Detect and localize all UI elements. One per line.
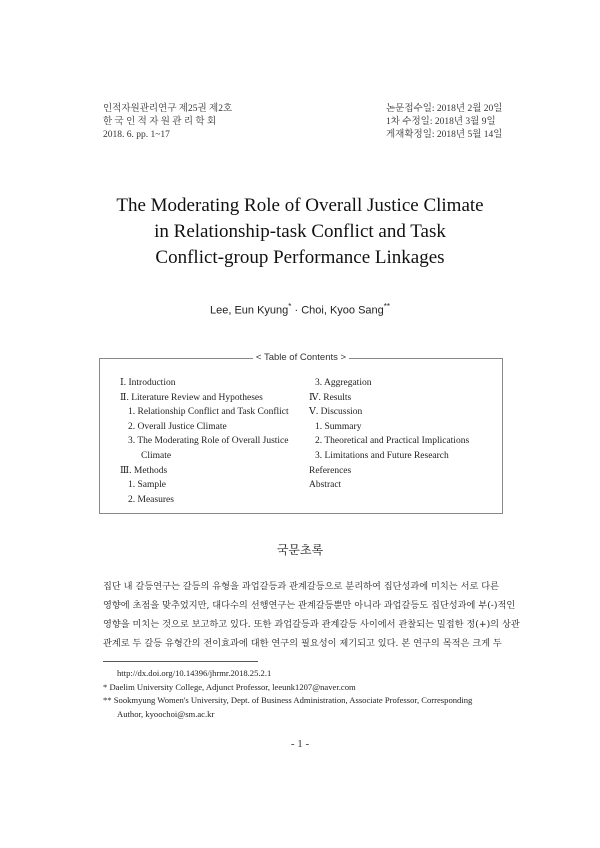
toc-item: Ⅱ. Literature Review and Hypotheses [120,392,263,403]
abstract-line: 영향에 초점을 맞추었지만, 대다수의 선행연구는 관계갈등뿐만 아니라 과업갈등도 집단성과에 부(-)적인 [103,600,516,611]
footnote-2: ** Sookmyung Women's University, Dept. of Business Administration, Associate Professor, Corresponding [103,695,473,705]
toc-item: 1. Summary [315,421,362,432]
issue-pages: 2018. 6. pp. 1~17 [103,130,170,140]
footnote-1: * Daelim University College, Adjunct Professor, leeunk1207@naver.com [103,681,356,692]
toc-item: Ⅰ. Introduction [120,378,176,388]
footnote-2-cont: Author, kyoochoi@sm.ac.kr [117,708,215,719]
title-line: The Moderating Role of Overall Justice Climate [116,195,484,216]
submission-dates [386,103,502,142]
journal-name: 인적자원관리연구 제25권 제2호 [103,104,233,114]
accepted-date: 게재확정일: 2018년 5월 14일 [386,130,503,140]
toc-item: Ⅲ. Methods [120,465,168,476]
table-of-contents [99,352,503,514]
toc-item: 1. Relationship Conflict and Task Conflict [128,407,289,418]
toc-item: 2. Measures [128,494,174,505]
toc-item: References [309,465,352,476]
author-name: Lee, Eun Kyung [210,304,289,317]
journal-info [103,103,232,142]
abstract-body [103,577,520,653]
title-line: Conflict-group Performance Linkages [155,247,445,268]
received-date: 논문접수일: 2018년 2월 20일 [386,104,503,114]
toc-label: < Table of Contents > [253,352,349,363]
toc-item: Abstract [309,480,342,491]
toc-item: 1. Sample [128,480,166,491]
abstract-line: 집단 내 갈등연구는 갈등의 유형을 과업갈등과 관계갈등으로 분리하여 집단성과에 미치는 서로 다른 [103,581,500,592]
toc-item: Ⅴ. Discussion [309,407,363,418]
toc-right-column [309,376,494,493]
footnote-mark: ** [103,695,112,705]
author-mark: ** [383,302,390,311]
footnotes [103,667,472,721]
author-line [60,302,540,317]
toc-left-column [120,376,305,507]
toc-item: 3. The Moderating Role of Overall Justice [128,436,289,447]
toc-item: 3. Limitations and Future Research [315,450,449,461]
footnote-mark: * [103,681,108,692]
abstract-line: 영향을 미치는 것으로 보고하고 있다. 또한 과업갈등과 관계갈등 사이에서 관찰되는 밀접한 정(+)의 상관 [103,619,520,630]
toc-item: Ⅳ. Results [309,392,352,403]
author-separator: · [291,304,302,317]
toc-item: Climate [141,450,172,461]
revised-date: 1차 수정일: 2018년 3월 9일 [386,117,496,127]
abstract-heading: 국문초록 [276,543,324,557]
paper-title [60,193,540,271]
author-name: Choi, Kyoo Sang [301,304,384,317]
footnote-rule [103,661,258,662]
page-number: - 1 - [290,738,310,750]
toc-item: 3. Aggregation [315,378,372,388]
title-line: in Relationship-task Conflict and Task [154,221,446,242]
society-name: 한 국 인 적 자 원 관 리 학 회 [103,117,217,127]
toc-item: 2. Theoretical and Practical Implications [315,436,470,447]
author-mark: * [288,302,292,311]
toc-item: 2. Overall Justice Climate [128,421,227,432]
abstract-line: 관계로 두 갈등 유형간의 전이효과에 대한 연구의 필요성이 제기되고 있다. 본 연구의 목적은 크게 두 [103,638,502,649]
doi-link[interactable]: http://dx.doi.org/10.14396/jhrmr.2018.25.2.1 [117,668,272,678]
